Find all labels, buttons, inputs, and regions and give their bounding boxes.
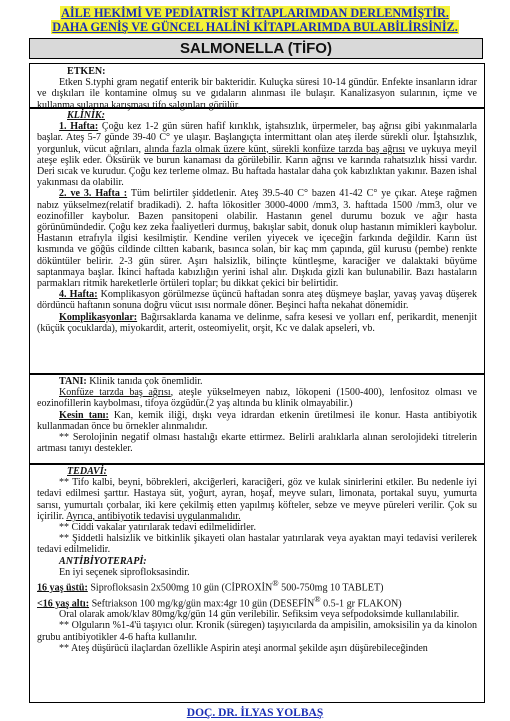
source-banner bbox=[0, 6, 510, 34]
klinik-hafta-2-3 bbox=[37, 188, 477, 289]
klinik-section bbox=[29, 107, 485, 375]
tani-section bbox=[29, 373, 485, 465]
klinik-heading: KLİNİK: bbox=[67, 110, 105, 121]
komplikasyon-label: Komplikasyonlar: bbox=[59, 311, 138, 323]
tedavi-para-6: ** Ateş düşürücü ilaçlardan özellikle Aspirin ateşi anormal şekilde aşırı düşürebileceğinden bbox=[59, 642, 428, 654]
klinik-komplikasyon bbox=[37, 312, 477, 334]
klinik-hafta-4 bbox=[37, 289, 477, 311]
tani-heading-line bbox=[37, 376, 477, 387]
tani-kesin bbox=[37, 410, 477, 432]
banner-line-2: DAHA GENİŞ VE GÜNCEL HALİNİ KİTAPLARIMDA BULABİLİRSİNİZ. bbox=[52, 20, 458, 34]
tani-para-1-text: , ateşle yükselmeyen nabız, lökopeni (1500-400), lenfositoz olması ve eozinofillerin kaybolması, tifoya özgüdür.(2 yaş altında bu klinik olmayabilir.) bbox=[37, 387, 477, 410]
antibiyoterapi-intro: En iyi seçenek siprofloksasindir. bbox=[59, 566, 190, 578]
tedavi-para-3: ** Şiddetli halsizlik ve bitkinlik şikayeti olan hastalar yatırılarak veya ayaktan mayi tedavisi verilerek tedavi edilmelidir. bbox=[37, 533, 477, 556]
hafta-4-label: 4. Hafta: bbox=[59, 289, 98, 301]
regimen-over-16-tail: 500-750mg 10 TABLET) bbox=[278, 582, 384, 594]
klinik-hafta-1 bbox=[37, 121, 477, 188]
banner-line-1: AİLE HEKİMİ VE PEDİATRİST KİTAPLARIMDAN DERLENMİŞTİR. bbox=[61, 6, 449, 20]
tedavi-para-1 bbox=[37, 477, 477, 522]
tedavi-para-5: ** Olguların %1-4'ü taşıyıcı olur. Kronik (süregen) taşıyıcılarda da ampisilin, amoksisilin ya da kinolon grubu antibiyotikler 4-6 hafta kullanılır. bbox=[37, 620, 477, 643]
regimen-under-16-label: <16 yaş altı: bbox=[37, 597, 90, 609]
tedavi-para-2: ** Ciddi vakalar yatırılarak tedavi edilmelidirler. bbox=[59, 522, 256, 534]
hafta-4-text: Komplikasyon görülmezse üçüncü haftadan sonra ateş düşmeye başlar, yavaş yavaş düşerek dördüncü haftanın sonuna doğru vücut ısısı normale döner. Beşinci hafta nekahat dönemidir. bbox=[37, 289, 477, 312]
tani-headache: Konfüze tarzda baş ağrısı bbox=[59, 387, 171, 399]
hafta-1-label: 1. Hafta: bbox=[59, 121, 99, 133]
hafta-1-headache: alında fazla olmak üzere künt, sürekli konfüze tarzda baş ağrısı bbox=[144, 143, 406, 155]
tani-seroloji: ** Serolojinin negatif olması hastalığı ekarte ettirmez. Belirli aralıklarla alınan serolojideki titrelerin artması tanıyı destekler. bbox=[37, 432, 477, 455]
antibiyoterapi-heading: ANTİBİYOTERAPİ: bbox=[59, 555, 147, 567]
author-name: DOÇ. DR. İLYAS YOLBAŞ bbox=[186, 707, 324, 719]
regimen-over-16-text: Siprofloksasin 2x500mg 10 gün (CİPROXİN bbox=[87, 582, 273, 594]
tani-heading: TANI: bbox=[59, 376, 87, 387]
hafta-2-3-label: 2. ve 3. Hafta : bbox=[59, 188, 128, 200]
kesin-tani-text: Kan, kemik iliği, dışkı veya idrardan etkenin üretilmesi ile konur. Hasta antibiyotik kullanmadan önce bu örnekler alınmalıdır. bbox=[37, 409, 478, 432]
regimen-over-16 bbox=[37, 578, 477, 594]
registered-mark: ® bbox=[272, 579, 279, 589]
hafta-1-text-b: ve uykuya meyil ateşe eşlik eder. Öksürük ve burun kanaması da görülebilir. Karın ağrısı ve karında rahatsızlık hissi vardır. Deri sıcak ve kurudur. Çoğu kez terleme olmaz. Bu haftada hastalar daha çok kabızlıktan yakınır. Bazen ishal yakınması da olabilir. bbox=[37, 143, 477, 189]
etken-section bbox=[29, 63, 485, 109]
author-signature bbox=[0, 707, 510, 720]
komplikasyon-text: Bağırsaklarda kanama ve delinme, safra kesesi ve yolları enf, perikardit, menenjit (küçük çocuklarda), miyokardit, arterit, osteomiyelit, orşit, Kc ve dalak apseleri, vb. bbox=[37, 311, 477, 334]
regimen-under-16 bbox=[37, 594, 477, 610]
tedavi-antibiotic-note: Ayrıca, antibiyotik tedavisi uygulanmalıdır. bbox=[66, 510, 241, 522]
kesin-tani-label: Kesin tanı: bbox=[59, 409, 109, 421]
regimen-under-16-text: Seftriakson 100 mg/kg/gün max:4gr 10 gün (DESEFİN bbox=[89, 597, 315, 609]
tedavi-section bbox=[29, 463, 485, 703]
tani-para-1 bbox=[37, 387, 477, 409]
hafta-2-3-text: Tüm belirtiler şiddetlenir. Ateş 39.5-40 C° bazen 41-42 C° ye çıkar. Ateşe rağmen nabız yükselmez(relatif bradikadi). 2. hafta lökositler 3000-4000 /mm3, 3. hafttada 1500 /mm3, olur ve eozinofiller kaybolur. Bazen pansitopeni olabilir. Hastanın genel durumu bozuk ve ağır hasta görünümündedir. Çoğu kez zeka faaliyetleri durmuş, bakışlar sabit, donuk olup hastanın mimikleri kaybolur. Hastanın etrafıyla ilgisi kesilmiştir. Kendine verilen yiyecek ve içeceğin farkında değildir. Karın üst kısmında ve göğüs cildinde ciltten kabarık, basınca solan, bir kaç mm çapında, gül kurusu (pembe) renkte döküntüler belirir. 2-3 gün sürer. Aşırı halsizlik, bilinçte küntleşme, karaciğer ve dalaktaki büyüme saptanmaya başlar. İkinci haftada kabızlığın yerini ishal alır. Dışkıda gizli kan bulunabilir. Bazı hastaların parmakları ritmik hareketlerle örtüleri toplar; bu dikkat çekici bir belirtidir. bbox=[37, 188, 478, 290]
etken-text: Etken S.typhi gram negatif enterik bir bakteridir. Kuluçka süresi 10-14 gündür. Enfekte insanların idrar ve dışkıları ile kontamine olmuş su ve gıdaların alınması ile bulaşır. Kanalizasyon sularının, içme ve kullanma sularına karışması tifo salgınları görülür. bbox=[37, 77, 477, 111]
tani-heading-rest: Klinik tanıda çok önemlidir. bbox=[86, 376, 203, 387]
regimen-under-16-tail: 0.5-1 gr FLAKON) bbox=[320, 597, 402, 609]
registered-mark: ® bbox=[314, 594, 321, 604]
regimen-over-16-label: 16 yaş üstü: bbox=[37, 582, 88, 594]
page-title: SALMONELLA (TİFO) bbox=[29, 38, 483, 59]
etken-heading: ETKEN: bbox=[67, 66, 106, 77]
tedavi-para-4: Oral olarak amok/klav 80mg/kg/gün 14 gün verilebilir. Sefiksim veya sefpodoksimde kullanılabilir. bbox=[59, 609, 460, 621]
tedavi-para-1-text: ** Tifo kalbi, beyni, böbrekleri, akciğerleri, karaciğeri, göz ve kulak sinirlerini etkiler. Bu nedenle iyi tedavi edilmesi şarttır. Hastaya süt, yoğurt, ayran, hoşaf, meyve suları, limonata, portakal suyu, yumurta sarısı, yumurtalı çorbalar, iki kere çekilmiş etten yapılmış köfteler, sebze ve meyve püreleri verilir. Çok su içirilir. bbox=[37, 477, 477, 522]
tedavi-heading: TEDAVİ: bbox=[67, 466, 108, 477]
hafta-1-text-a: Çoğu kez 1-2 gün süren hafif kırıklık, iştahsızlık, ürpermeler, baş ağrısı gibi yakınmalarla başlar. Ateş 5-7 günde 39-40 C° ye ulaşır. Başlangıçta intermittant olan ateş ilerde sürekli olur. İştahsızlık, yorgunluk, vücut ağrıları, bbox=[37, 121, 477, 155]
